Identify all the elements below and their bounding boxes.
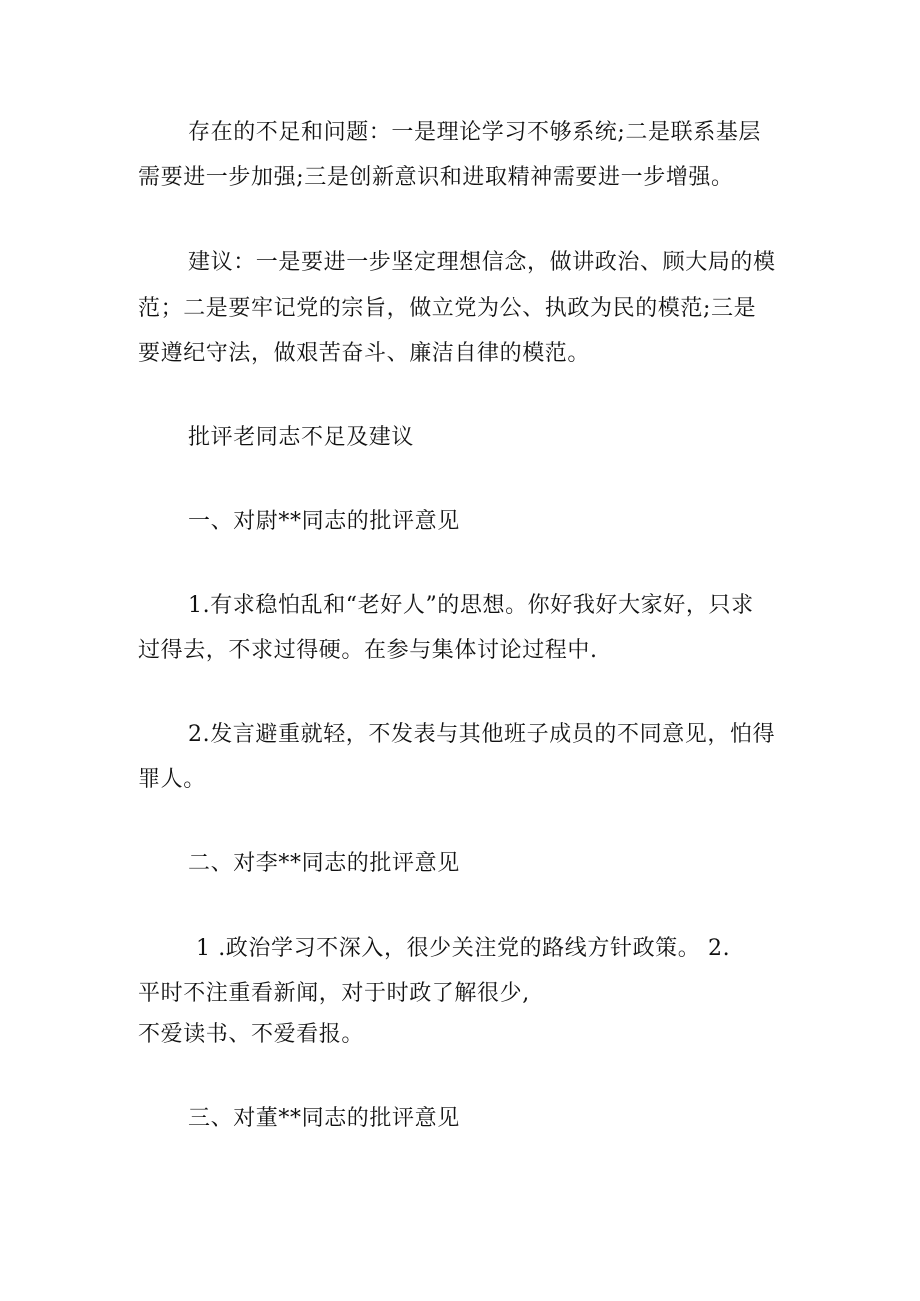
paragraph-problems-line-1: 存在的不足和问题：一是理论学习不够系统;二是联系基层 [188,120,762,145]
item-3-line-2: 平时不注重看新闻，对于时政了解很少, [138,981,530,1006]
paragraph-problems-line-2: 需要进一步加强;三是创新意识和进取精神需要进一步增强。 [138,165,734,190]
section-heading-1: 一、对尉**同志的批评意见 [188,509,460,534]
paragraph-suggestions-line-3: 要遵纪守法，做艰苦奋斗、廉洁自律的模范。 [138,341,591,366]
section-heading-main: 批评老同志不足及建议 [188,425,415,450]
item-1-line-2: 过得去，不求过得硬。在参与集体讨论过程中. [138,638,598,663]
item-1-line-1: 1.有求稳怕乱和“老好人”的思想。你好我好大家好，只求 [188,593,754,618]
paragraph-suggestions-line-2: 范；二是要牢记党的宗旨，做立党为公、执政为民的模范;三是 [138,296,757,321]
paragraph-suggestions-line-1: 建议：一是要进一步坚定理想信念，做讲政治、顾大局的模 [188,250,776,275]
section-heading-3: 三、对董**同志的批评意见 [188,1106,460,1131]
item-2-line-2: 罪人。 [138,767,206,792]
section-heading-2: 二、对李**同志的批评意见 [188,851,460,876]
item-3-line-3: 不爱读书、不爱看报。 [138,1022,365,1047]
item-2-line-1: 2.发言避重就轻，不发表与其他班子成员的不同意见，怕得 [188,722,776,747]
item-3-line-1: 1 .政治学习不深入，很少关注党的路线方针政策。 2. [196,936,731,961]
